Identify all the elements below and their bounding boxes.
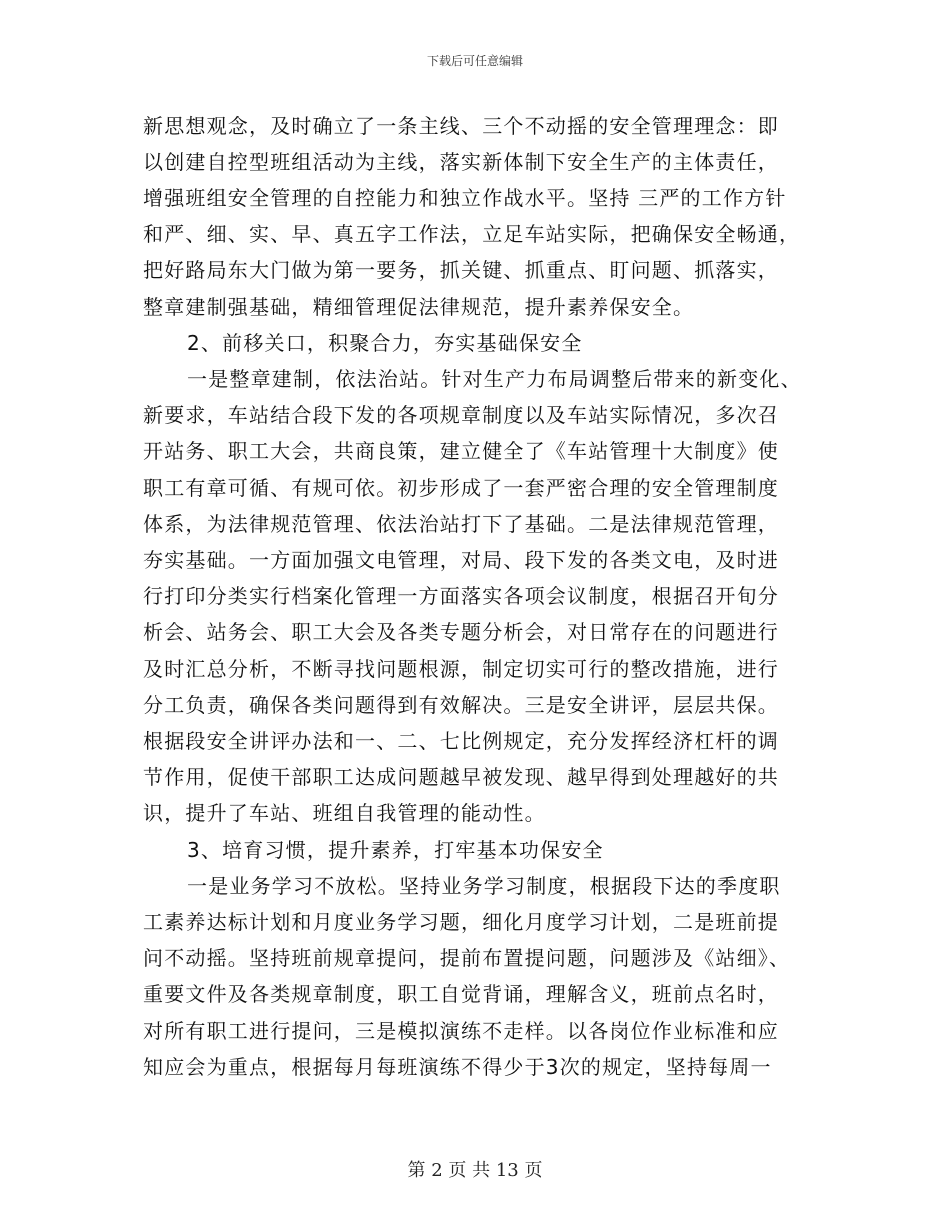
text-line: 识，提升了车站、班组自我管理的能动性。 [143,801,546,825]
text-line: 工素养达标计划和月度业务学习题，细化月度学习计划，二是班前提 [143,910,779,934]
section-heading: 2、前移关口，积聚合力，夯实基础保安全 [187,331,583,355]
text-line: 根据段安全讲评办法和一、二、七比例规定，充分发挥经济杠杆的调 [143,729,779,753]
text-line: 知应会为重点，根据每月每班演练不得少于3次的规定，坚持每周一 [143,1055,772,1079]
text-line: 以创建自控型班组活动为主线，落实新体制下安全生产的主体责任， [143,150,779,174]
text-line: 体系，为法律规范管理、依法治站打下了基础。二是法律规范管理， [143,512,779,536]
text-line: 重要文件及各类规章制度，职工自觉背诵，理解含义，班前点名时， [143,982,779,1006]
text-line: 整章建制强基础，精细管理促法律规范，提升素养保安全。 [143,295,695,319]
text-line: 及时汇总分析，不断寻找问题根源，制定切实可行的整改措施，进行 [143,657,779,681]
text-line: 问不动摇。坚持班前规章提问，提前布置提问题，问题涉及《站细》、 [143,946,791,970]
page-number: 第 2 页 共 13 页 [407,1160,543,1181]
text-line: 一是业务学习不放松。坚持业务学习制度，根据段下达的季度职 [187,874,781,898]
text-line: 增强班组安全管理的自控能力和独立作战水平。坚持 三严的工作方针 [143,186,787,210]
text-line: 开站务、职工大会，共商良策，建立健全了《车站管理十大制度》使 [143,439,779,463]
section-heading: 3、培育习惯，提升素养，打牢基本功保安全 [187,838,604,862]
text-line: 行打印分类实行档案化管理一方面落实各项会议制度，根据召开旬分 [143,584,779,608]
page-header: 下载后可任意编辑 [426,54,523,68]
text-line: 把好路局东大门做为第一要务，抓关键、抓重点、盯问题、抓落实， [143,258,779,282]
text-line: 分工负责，确保各类问题得到有效解决。三是安全讲评，层层共保。 [143,693,779,717]
text-line: 夯实基础。一方面加强文电管理，对局、段下发的各类文电，及时进 [143,548,779,572]
text-line: 一是整章建制，依法治站。针对生产力布局调整后带来的新变化、 [187,367,802,391]
text-line: 职工有章可循、有规可依。初步形成了一套严密合理的安全管理制度 [143,476,779,500]
text-line: 节作用，促使干部职工达成问题越早被发现、越早得到处理越好的共 [143,765,779,789]
text-line: 新思想观念，及时确立了一条主线、三个不动摇的安全管理理念：即 [143,114,779,138]
text-line: 对所有职工进行提问，三是模拟演练不走样。以各岗位作业标准和应 [143,1019,779,1043]
text-line: 析会、站务会、职工大会及各类专题分析会，对日常存在的问题进行 [143,620,779,644]
text-line: 新要求，车站结合段下发的各项规章制度以及车站实际情况，多次召 [143,403,779,427]
text-line: 和严、细、实、早、真五字工作法，立足车站实际，把确保安全畅通， [143,222,801,246]
